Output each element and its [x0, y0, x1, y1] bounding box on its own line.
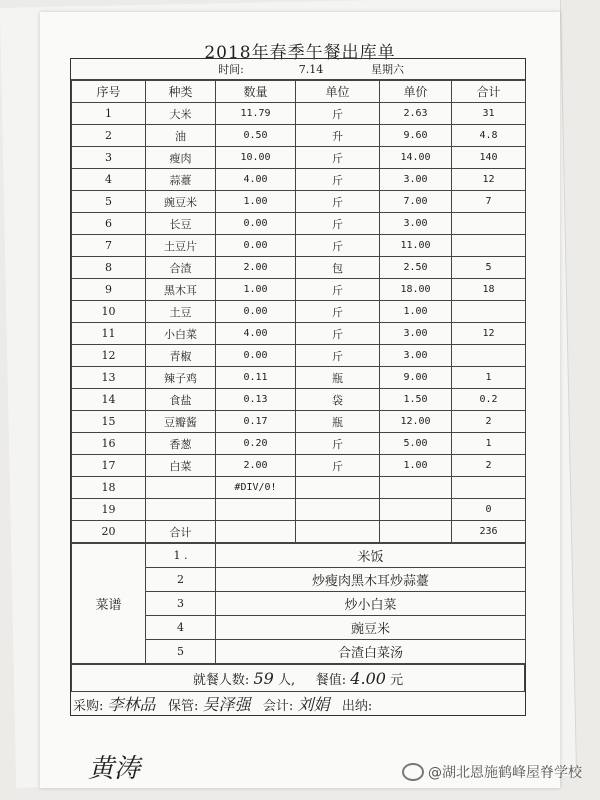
meal-row [71, 664, 525, 692]
table-row [72, 169, 526, 191]
cell-no: 10 [72, 301, 146, 323]
cell-no: 4 [72, 169, 146, 191]
cell-price: 1.00 [380, 301, 452, 323]
cell-total: 12 [452, 169, 526, 191]
cell-unit: 斤 [296, 455, 380, 477]
date-value: 7.14 [271, 59, 351, 80]
cell-unit: 斤 [296, 147, 380, 169]
cell-item: 辣子鸡 [146, 367, 216, 389]
cell-no: 9 [72, 279, 146, 301]
cell-item: 黑木耳 [146, 279, 216, 301]
menu-item-no: 4 [146, 616, 216, 640]
cell-no: 12 [72, 345, 146, 367]
cell-unit: 斤 [296, 169, 380, 191]
cell-item: 土豆片 [146, 235, 216, 257]
menu-item-dish: 合渣白菜汤 [216, 640, 526, 664]
cell-no: 7 [72, 235, 146, 257]
cell-no: 5 [72, 191, 146, 213]
table-row [72, 323, 526, 345]
cell-price: 3.00 [380, 213, 452, 235]
cell-qty: 2.00 [216, 257, 296, 279]
cell-qty: 0.20 [216, 433, 296, 455]
cell-qty: 10.00 [216, 147, 296, 169]
cell-no: 15 [72, 411, 146, 433]
accountant-signature: 刘娟 [297, 695, 330, 714]
cell-qty: 1.00 [216, 279, 296, 301]
cell-total: 18 [452, 279, 526, 301]
cell-no: 6 [72, 213, 146, 235]
header-item: 种类 [146, 81, 216, 103]
cell-unit: 斤 [296, 279, 380, 301]
cell-total [452, 301, 526, 323]
menu-item-dish: 炒瘦肉黑木耳炒蒜薹 [216, 568, 526, 592]
cell-qty: 1.00 [216, 191, 296, 213]
cashier-label: 出纳: [341, 699, 373, 714]
menu-item-dish: 豌豆米 [216, 616, 526, 640]
cell-item: 土豆 [146, 301, 216, 323]
meal-info [72, 665, 525, 692]
menu-item-no: 1 . [146, 544, 216, 568]
table-row [72, 103, 526, 125]
cell-qty: 11.79 [216, 103, 296, 125]
cell-qty [216, 521, 296, 543]
cell-price: 18.00 [380, 279, 452, 301]
meal-fee-label: 餐值: [315, 672, 347, 688]
cell-total: 0.2 [452, 389, 526, 411]
cell-qty: 0.11 [216, 367, 296, 389]
cell-item [146, 477, 216, 499]
cell-qty: 0.17 [216, 411, 296, 433]
header-unit: 单位 [296, 81, 380, 103]
cell-unit [296, 499, 380, 521]
cell-item: 豌豆米 [146, 191, 216, 213]
cell-item: 大米 [146, 103, 216, 125]
menu-label: 菜谱 [72, 544, 146, 664]
cell-total [452, 235, 526, 257]
cell-unit: 斤 [296, 301, 380, 323]
cell-unit: 斤 [296, 345, 380, 367]
cell-total [452, 213, 526, 235]
header-no: 序号 [72, 81, 146, 103]
weibo-icon [402, 763, 424, 781]
cell-total: 2 [452, 411, 526, 433]
table-row [72, 235, 526, 257]
table-row [72, 213, 526, 235]
cell-unit [296, 477, 380, 499]
menu-table [71, 543, 526, 664]
keeper-signature: 吴泽强 [202, 695, 251, 714]
keeper-label: 保管: [167, 699, 199, 714]
menu-item-no: 2 [146, 568, 216, 592]
cell-qty: 4.00 [216, 169, 296, 191]
table-row [72, 477, 526, 499]
cell-unit: 斤 [296, 433, 380, 455]
cell-total: 5 [452, 257, 526, 279]
cell-item: 蒜薹 [146, 169, 216, 191]
extra-signature: 黄涛 [88, 754, 141, 784]
items-table [71, 80, 526, 543]
cell-total: 1 [452, 433, 526, 455]
date-row [71, 59, 525, 80]
cell-no: 3 [72, 147, 146, 169]
cell-unit: 斤 [296, 191, 380, 213]
table-row [72, 345, 526, 367]
purchaser-label: 采购: [73, 699, 104, 714]
cell-item: 食盐 [146, 389, 216, 411]
watermark-text: @湖北恩施鹤峰屋脊学校 [428, 765, 582, 781]
cell-total: 12 [452, 323, 526, 345]
table-row [72, 433, 526, 455]
cell-price: 9.60 [380, 125, 452, 147]
cell-unit: 斤 [296, 323, 380, 345]
paper-sheet [40, 12, 560, 788]
menu-item-dish: 米饭 [216, 544, 526, 568]
cell-price: 5.00 [380, 433, 452, 455]
cell-no: 17 [72, 455, 146, 477]
cell-price: 9.00 [380, 367, 452, 389]
cell-price: 3.00 [380, 169, 452, 191]
table-row [72, 389, 526, 411]
cell-qty: 0.00 [216, 345, 296, 367]
cell-item: 青椒 [146, 345, 216, 367]
cell-item: 小白菜 [146, 323, 216, 345]
cell-no: 16 [72, 433, 146, 455]
cell-no: 20 [72, 521, 146, 543]
cell-item: 豆瓣酱 [146, 411, 216, 433]
menu-item-dish: 炒小白菜 [216, 592, 526, 616]
cell-unit: 瓶 [296, 367, 380, 389]
weibo-watermark [402, 762, 582, 782]
cell-item: 长豆 [146, 213, 216, 235]
cell-qty: 0.00 [216, 235, 296, 257]
cell-price: 3.00 [380, 345, 452, 367]
table-row [72, 367, 526, 389]
table-row [72, 455, 526, 477]
cell-no: 19 [72, 499, 146, 521]
cell-no: 1 [72, 103, 146, 125]
menu-item-no: 5 [146, 640, 216, 664]
cell-total: 140 [452, 147, 526, 169]
cell-qty: 0.13 [216, 389, 296, 411]
signature-row [71, 692, 525, 715]
cell-total: 4.8 [452, 125, 526, 147]
cell-price: 2.63 [380, 103, 452, 125]
meal-count-value: 59 [253, 668, 274, 688]
cell-price: 2.50 [380, 257, 452, 279]
meal-fee-unit: 元 [390, 672, 404, 688]
header-total: 合计 [452, 81, 526, 103]
header-qty: 数量 [216, 81, 296, 103]
cell-total [452, 345, 526, 367]
cell-qty [216, 499, 296, 521]
header-price: 单价 [380, 81, 452, 103]
form-title: 2018年春季午餐出库单 [204, 43, 396, 63]
cell-price: 3.00 [380, 323, 452, 345]
cell-price [380, 477, 452, 499]
meal-count-label: 就餐人数: [192, 672, 250, 688]
table-row [72, 147, 526, 169]
cell-total: 31 [452, 103, 526, 125]
cell-item: 合渣 [146, 257, 216, 279]
meal-fee-value: 4.00 [350, 668, 386, 688]
cell-price [380, 499, 452, 521]
cell-unit: 升 [296, 125, 380, 147]
cell-no: 13 [72, 367, 146, 389]
cell-no: 11 [72, 323, 146, 345]
cell-unit: 斤 [296, 213, 380, 235]
table-row [72, 499, 526, 521]
cell-qty: 2.00 [216, 455, 296, 477]
table-row [72, 521, 526, 543]
cell-qty: 4.00 [216, 323, 296, 345]
requisition-form [70, 58, 526, 716]
cell-total: 0 [452, 499, 526, 521]
cell-price: 7.00 [380, 191, 452, 213]
cell-qty: 0.00 [216, 213, 296, 235]
cell-item: 香葱 [146, 433, 216, 455]
cell-item: 白菜 [146, 455, 216, 477]
cell-unit [296, 521, 380, 543]
cell-total: 2 [452, 455, 526, 477]
cell-total [452, 477, 526, 499]
table-row [72, 191, 526, 213]
cell-unit: 斤 [296, 235, 380, 257]
cell-unit: 瓶 [296, 411, 380, 433]
cell-unit: 斤 [296, 103, 380, 125]
cell-item: 瘦肉 [146, 147, 216, 169]
cell-price: 11.00 [380, 235, 452, 257]
cell-item [146, 499, 216, 521]
menu-item-no: 3 [146, 592, 216, 616]
cell-total: 236 [452, 521, 526, 543]
cell-qty: 0.00 [216, 301, 296, 323]
cell-unit: 袋 [296, 389, 380, 411]
cell-qty: 0.50 [216, 125, 296, 147]
cell-unit: 包 [296, 257, 380, 279]
table-row [72, 411, 526, 433]
cell-no: 2 [72, 125, 146, 147]
table-header [72, 81, 526, 103]
cell-price: 1.50 [380, 389, 452, 411]
cell-total: 7 [452, 191, 526, 213]
cell-qty: #DIV/0! [216, 477, 296, 499]
table-row [72, 125, 526, 147]
weekday-value: 星期六 [351, 59, 525, 80]
table-row [72, 279, 526, 301]
table-row [72, 301, 526, 323]
cell-no: 18 [72, 477, 146, 499]
cell-no: 8 [72, 257, 146, 279]
cell-total: 1 [452, 367, 526, 389]
table-row [72, 257, 526, 279]
meal-count-unit: 人, [277, 672, 296, 688]
cell-item: 油 [146, 125, 216, 147]
cell-price: 14.00 [380, 147, 452, 169]
date-label: 时间: [191, 59, 271, 80]
cell-price [380, 521, 452, 543]
cell-price: 12.00 [380, 411, 452, 433]
cell-item: 合计 [146, 521, 216, 543]
cell-price: 1.00 [380, 455, 452, 477]
accountant-label: 会计: [262, 699, 294, 714]
cell-no: 14 [72, 389, 146, 411]
purchaser-signature: 李林品 [107, 695, 156, 714]
